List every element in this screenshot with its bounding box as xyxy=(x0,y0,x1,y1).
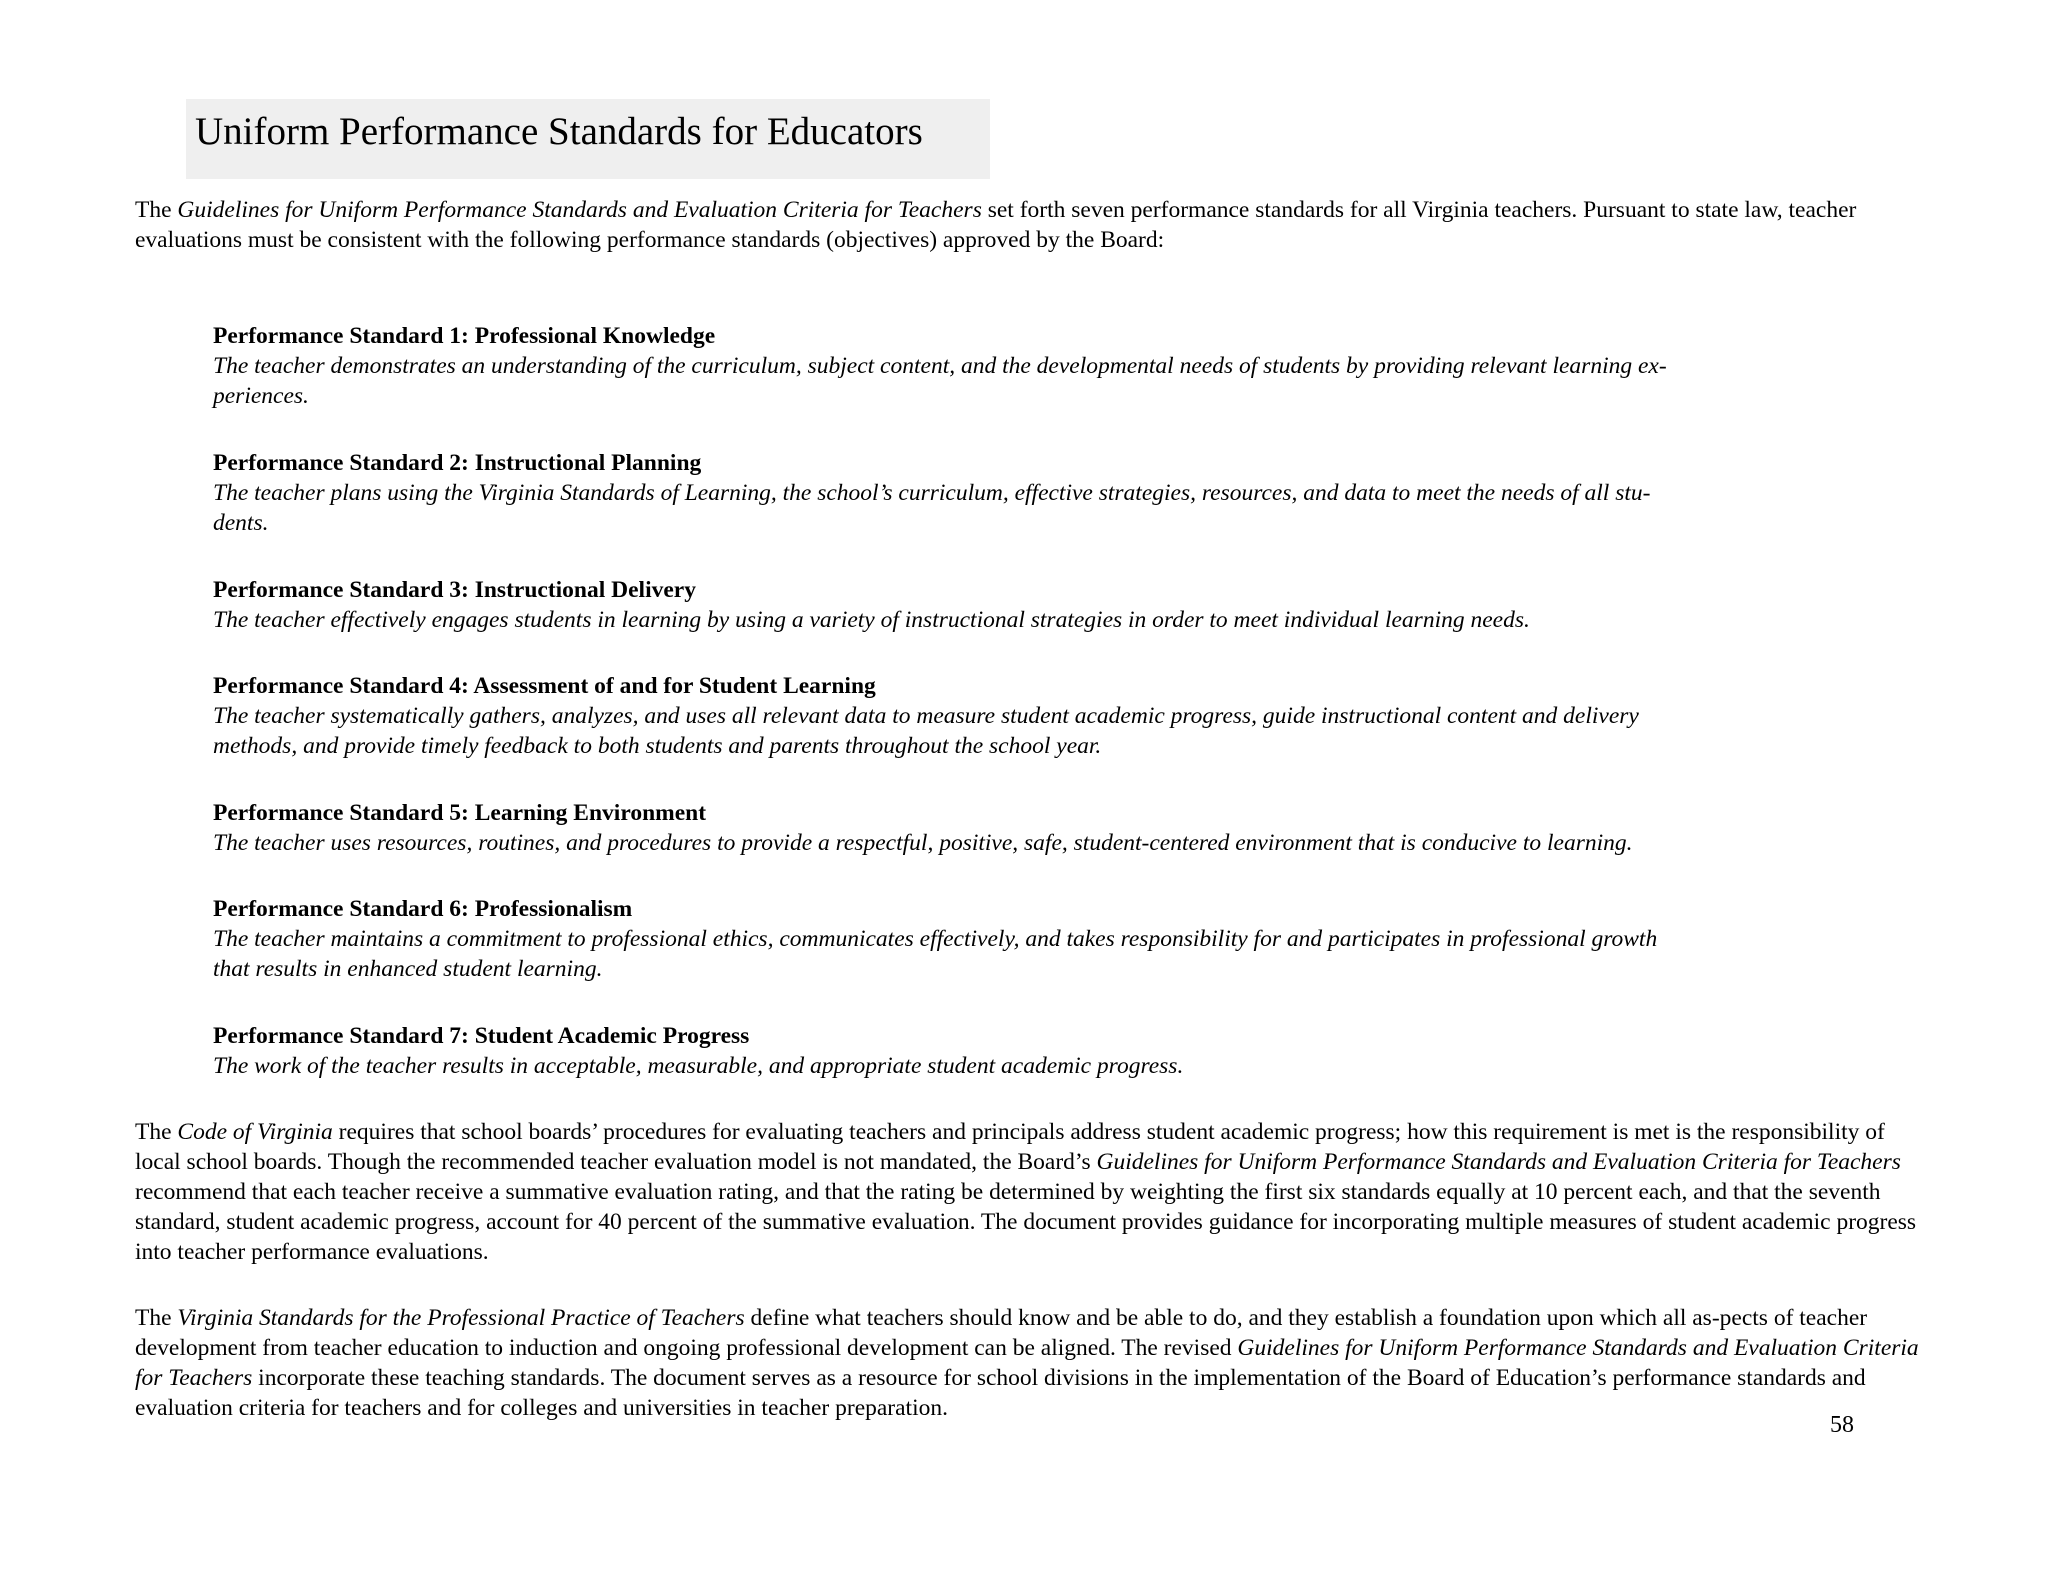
code-text-1: The xyxy=(135,1119,178,1145)
standard-heading: Performance Standard 5: Learning Environment xyxy=(213,800,707,826)
intro-text-1: The xyxy=(135,197,178,223)
code-of-virginia-title: Code of Virginia xyxy=(177,1119,333,1145)
standard-description: The work of the teacher results in acceptable, measurable, and appropriate student academic progress. xyxy=(213,1053,1184,1079)
va-guidelines-title: Guidelines for Uniform Performance Standards and Evaluation Criteria for Teachers xyxy=(135,1335,1919,1391)
intro-text-2: set forth seven performance standards for all Virginia teachers. Pursuant to state law, teacher xyxy=(981,197,1857,223)
standard-3 xyxy=(213,575,1833,635)
standard-heading: Performance Standard 4: Assessment of and for Student Learning xyxy=(213,673,876,699)
standard-description: methods, and provide timely feedback to both students and parents throughout the school year. xyxy=(213,733,1102,759)
standard-1 xyxy=(213,321,1833,411)
page-number: 58 xyxy=(1830,1412,1854,1438)
standard-description: periences. xyxy=(213,383,309,409)
va-text-2: define what teachers should know and be able to do, and they establish a foundation upon which all as-pects of teacher development from teacher education to induction and ongoing professional development can be aligned. The revised xyxy=(135,1305,1868,1361)
standard-heading: Performance Standard 2: Instructional Planning xyxy=(213,450,702,476)
intro-text-3: evaluations must be consistent with the following performance standards (objectives) approved by the Board: xyxy=(135,227,1165,253)
standard-heading: Performance Standard 3: Instructional Delivery xyxy=(213,577,696,603)
standard-description: The teacher effectively engages students in learning by using a variety of instructional strategies in order to meet individual learning needs. xyxy=(213,607,1530,633)
standard-description: The teacher maintains a commitment to professional ethics, communicates effectively, and takes responsibility for and participates in professional growth xyxy=(213,926,1658,952)
code-text-2: requires that school boards’ procedures for evaluating teachers and principals address student academic progress; how this requirement is met is the responsibility of local school boards. Though the recommended teacher evaluation model is not mandated, the Board’s xyxy=(135,1119,1885,1175)
standard-description: The teacher systematically gathers, analyzes, and uses all relevant data to measure student academic progress, guide instructional content and delivery xyxy=(213,703,1639,729)
standard-7 xyxy=(213,1021,1833,1081)
intro-paragraph xyxy=(135,195,1920,255)
standard-2 xyxy=(213,448,1833,538)
standard-heading: Performance Standard 1: Professional Knowledge xyxy=(213,323,716,349)
code-of-virginia-paragraph xyxy=(135,1117,1920,1267)
standard-description: dents. xyxy=(213,510,269,536)
standard-4 xyxy=(213,671,1833,761)
standard-description: The teacher plans using the Virginia Standards of Learning, the school’s curriculum, effective strategies, resources, and data to meet the needs of all stu- xyxy=(213,480,1651,506)
virginia-standards-paragraph xyxy=(135,1303,1920,1423)
standard-heading: Performance Standard 6: Professionalism xyxy=(213,896,633,922)
va-text-1: The xyxy=(135,1305,178,1331)
standard-5 xyxy=(213,798,1833,858)
va-text-3: incorporate these teaching standards. The document serves as a resource for school divisions in the implementation of the Board of Education’s performance standards and evaluation criteria for teachers and for colleges and universities in teacher preparation. xyxy=(135,1365,1866,1421)
intro-guidelines-title: Guidelines for Uniform Performance Standards and Evaluation Criteria for Teachers xyxy=(177,197,982,223)
standard-description: that results in enhanced student learning. xyxy=(213,956,603,982)
standard-6 xyxy=(213,894,1833,984)
code-guidelines-title: Guidelines for Uniform Performance Standards and Evaluation Criteria for Teachers xyxy=(1096,1149,1901,1175)
code-text-3: recommend that each teacher receive a summative evaluation rating, and that the rating be determined by weighting the first six standards equally at 10 percent each, and that the seventh standard, student academic progress, account for 40 percent of the summative evaluation. The document provides guidance for incorporating multiple measures of student academic progress into teacher performance evaluations. xyxy=(135,1179,1917,1265)
page-title: Uniform Performance Standards for Educators xyxy=(186,99,990,179)
standard-description: The teacher uses resources, routines, and procedures to provide a respectful, positive, safe, student-centered environment that is conducive to learning. xyxy=(213,830,1633,856)
standard-heading: Performance Standard 7: Student Academic Progress xyxy=(213,1023,750,1049)
va-standards-title: Virginia Standards for the Professional Practice of Teachers xyxy=(177,1305,745,1331)
standard-description: The teacher demonstrates an understanding of the curriculum, subject content, and the developmental needs of students by providing relevant learning ex- xyxy=(213,353,1667,379)
